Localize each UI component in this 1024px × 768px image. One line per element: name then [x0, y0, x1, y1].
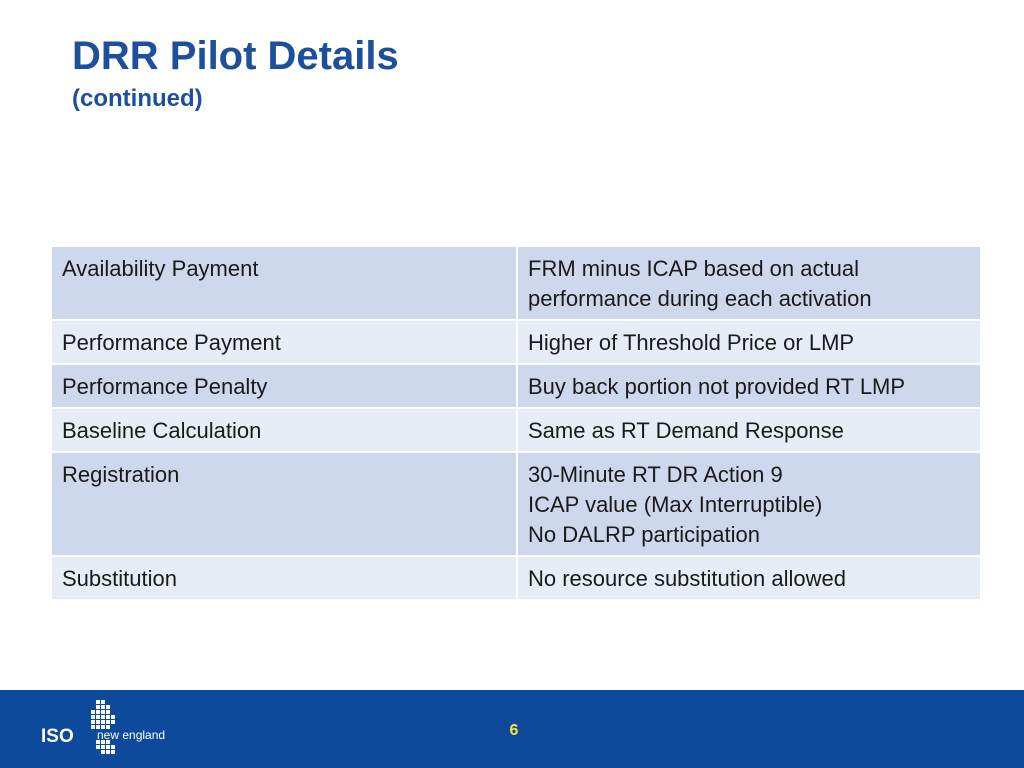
iso-new-england-logo: [40, 694, 180, 764]
row-value-line: No DALRP participation: [528, 522, 760, 547]
row-value-line: ICAP value (Max Interruptible): [528, 492, 823, 517]
table-row: [52, 320, 980, 364]
row-label: Performance Penalty: [52, 364, 517, 408]
row-label: Baseline Calculation: [52, 408, 517, 452]
new-england-wordmark: new england: [97, 728, 166, 742]
row-label: Registration: [52, 452, 517, 556]
table-row: [52, 452, 980, 556]
row-value-line: Higher of Threshold Price or LMP: [528, 330, 855, 355]
details-table: [52, 247, 980, 601]
table-row: [52, 556, 980, 600]
row-label: Performance Payment: [52, 320, 517, 364]
row-value-line: Same as RT Demand Response: [528, 418, 844, 443]
row-value: [517, 247, 980, 320]
table-row: [52, 364, 980, 408]
iso-wordmark: ISO: [41, 726, 74, 747]
table-row: [52, 247, 980, 320]
row-label: Substitution: [52, 556, 517, 600]
row-value: [517, 364, 980, 408]
row-value-line: No resource substitution allowed: [528, 566, 846, 591]
row-value-line: Buy back portion not provided RT LMP: [528, 374, 906, 399]
row-value: [517, 452, 980, 556]
row-value-line: performance during each activation: [528, 286, 872, 311]
table-row: [52, 408, 980, 452]
row-value-line: FRM minus ICAP based on actual: [528, 256, 859, 281]
row-value: [517, 556, 980, 600]
row-label: Availability Payment: [52, 247, 517, 320]
row-value: [517, 320, 980, 364]
slide-subtitle: (continued): [72, 85, 203, 112]
row-value-line: 30-Minute RT DR Action 9: [528, 462, 783, 487]
new-england-map-icon: [91, 700, 115, 754]
page-number: 6: [509, 722, 519, 739]
row-value: [517, 408, 980, 452]
slide-title: DRR Pilot Details: [72, 34, 399, 78]
